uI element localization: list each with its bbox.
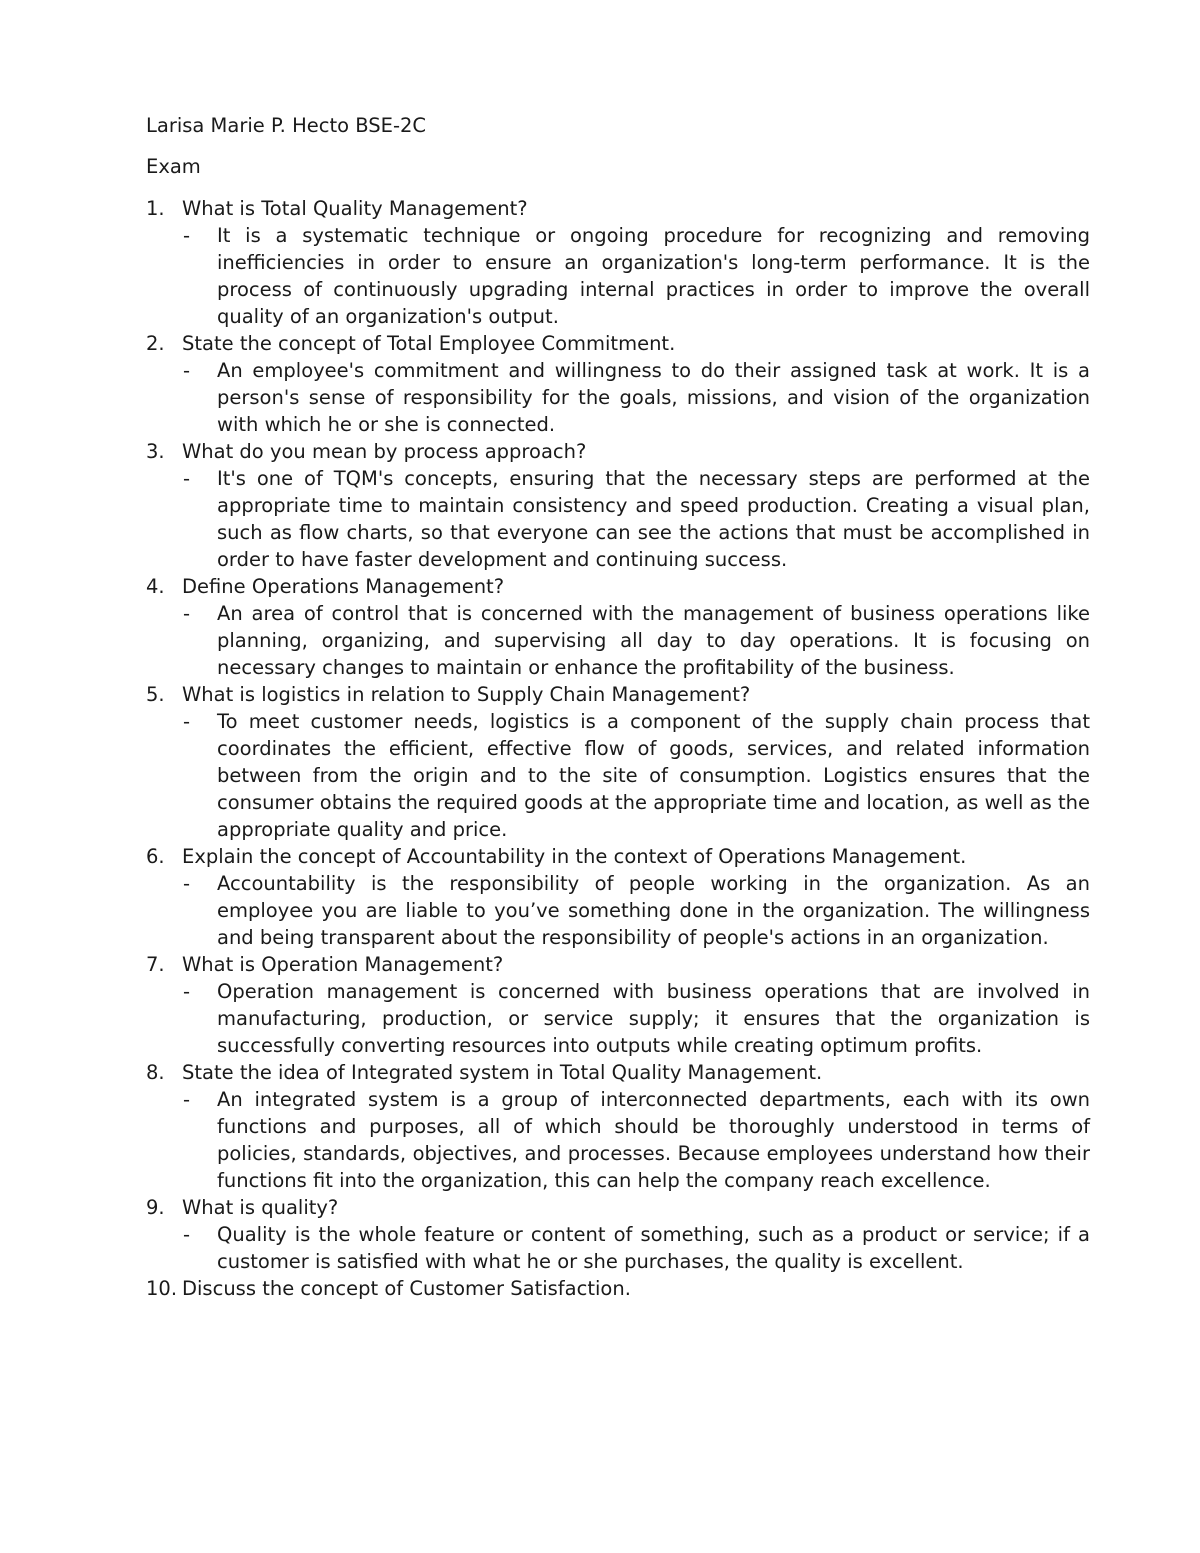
question-item xyxy=(146,843,1090,951)
question-item xyxy=(146,1275,1090,1302)
question-text: What is Operation Management? xyxy=(182,953,504,976)
question-number: 3. xyxy=(146,440,165,463)
question-number: 5. xyxy=(146,683,165,706)
question-item xyxy=(146,951,1090,1059)
question-item xyxy=(146,573,1090,681)
bullet-dash: - xyxy=(183,710,191,733)
question-text: Discuss the concept of Customer Satisfaction. xyxy=(182,1277,631,1300)
answer-text: It's one of TQM's concepts, ensuring that the necessary steps are performed at the appropriate time to maintain consistency and speed production. Creating a visual plan, such as flow charts, so that everyone can see the actions that must be accomplished in order to have faster development and continuing success. xyxy=(217,467,1090,571)
question-list xyxy=(146,195,1090,1302)
answer-text: To meet customer needs, logistics is a component of the supply chain process that coordinates the efficient, effective flow of goods, services, and related information between from the origin and to the site of consumption. Logistics ensures that the consumer obtains the required goods at the appropriate time and location, as well as the appropriate quality and price. xyxy=(217,710,1090,841)
question-text: State the concept of Total Employee Commitment. xyxy=(182,332,676,355)
answer-text: An employee's commitment and willingness to do their assigned task at work. It is a person's sense of responsibility for the goals, missions, and vision of the organization with which he or she is connected. xyxy=(217,359,1090,436)
author-line: Larisa Marie P. Hecto BSE-2C xyxy=(146,114,427,137)
question-item xyxy=(146,1059,1090,1194)
question-number: 1. xyxy=(146,197,165,220)
question-item xyxy=(146,195,1090,330)
question-text: Define Operations Management? xyxy=(182,575,505,598)
question-number: 2. xyxy=(146,332,165,355)
question-number: 8. xyxy=(146,1061,165,1084)
bullet-dash: - xyxy=(183,980,191,1003)
question-text: State the idea of Integrated system in Total Quality Management. xyxy=(182,1061,823,1084)
question-item xyxy=(146,681,1090,843)
question-item xyxy=(146,1194,1090,1275)
question-number: 7. xyxy=(146,953,165,976)
answer-text: Accountability is the responsibility of people working in the organization. As an employee you are liable to you’ve something done in the organization. The willingness and being transparent about the responsibility of people's actions in an organization. xyxy=(217,872,1090,949)
bullet-dash: - xyxy=(183,467,191,490)
question-text: What do you mean by process approach? xyxy=(182,440,587,463)
question-item xyxy=(146,438,1090,573)
question-text: Explain the concept of Accountability in the context of Operations Management. xyxy=(182,845,967,868)
exam-title: Exam xyxy=(146,155,201,178)
question-item xyxy=(146,330,1090,438)
question-number: 4. xyxy=(146,575,165,598)
question-text: What is logistics in relation to Supply Chain Management? xyxy=(182,683,751,706)
question-number: 6. xyxy=(146,845,165,868)
bullet-dash: - xyxy=(183,1088,191,1111)
bullet-dash: - xyxy=(183,1223,191,1246)
answer-text: It is a systematic technique or ongoing procedure for recognizing and removing inefficiencies in order to ensure an organization's long-term performance. It is the process of continuously upgrading internal practices in order to improve the overall quality of an organization's output. xyxy=(217,224,1090,328)
bullet-dash: - xyxy=(183,359,191,382)
question-text: What is Total Quality Management? xyxy=(182,197,528,220)
answer-text: An integrated system is a group of interconnected departments, each with its own functions and purposes, all of which should be thoroughly understood in terms of policies, standards, objectives, and processes. Because employees understand how their functions fit into the organization, this can help the company reach excellence. xyxy=(217,1088,1090,1192)
bullet-dash: - xyxy=(183,224,191,247)
bullet-dash: - xyxy=(183,872,191,895)
question-number: 9. xyxy=(146,1196,165,1219)
question-text: What is quality? xyxy=(182,1196,339,1219)
bullet-dash: - xyxy=(183,602,191,625)
question-number: 10. xyxy=(146,1277,178,1300)
answer-text: Operation management is concerned with business operations that are involved in manufacturing, production, or service supply; it ensures that the organization is successfully converting resources into outputs while creating optimum profits. xyxy=(217,980,1090,1057)
answer-text: Quality is the whole feature or content of something, such as a product or service; if a customer is satisfied with what he or she purchases, the quality is excellent. xyxy=(217,1223,1090,1273)
answer-text: An area of control that is concerned with the management of business operations like planning, organizing, and supervising all day to day operations. It is focusing on necessary changes to maintain or enhance the profitability of the business. xyxy=(217,602,1090,679)
